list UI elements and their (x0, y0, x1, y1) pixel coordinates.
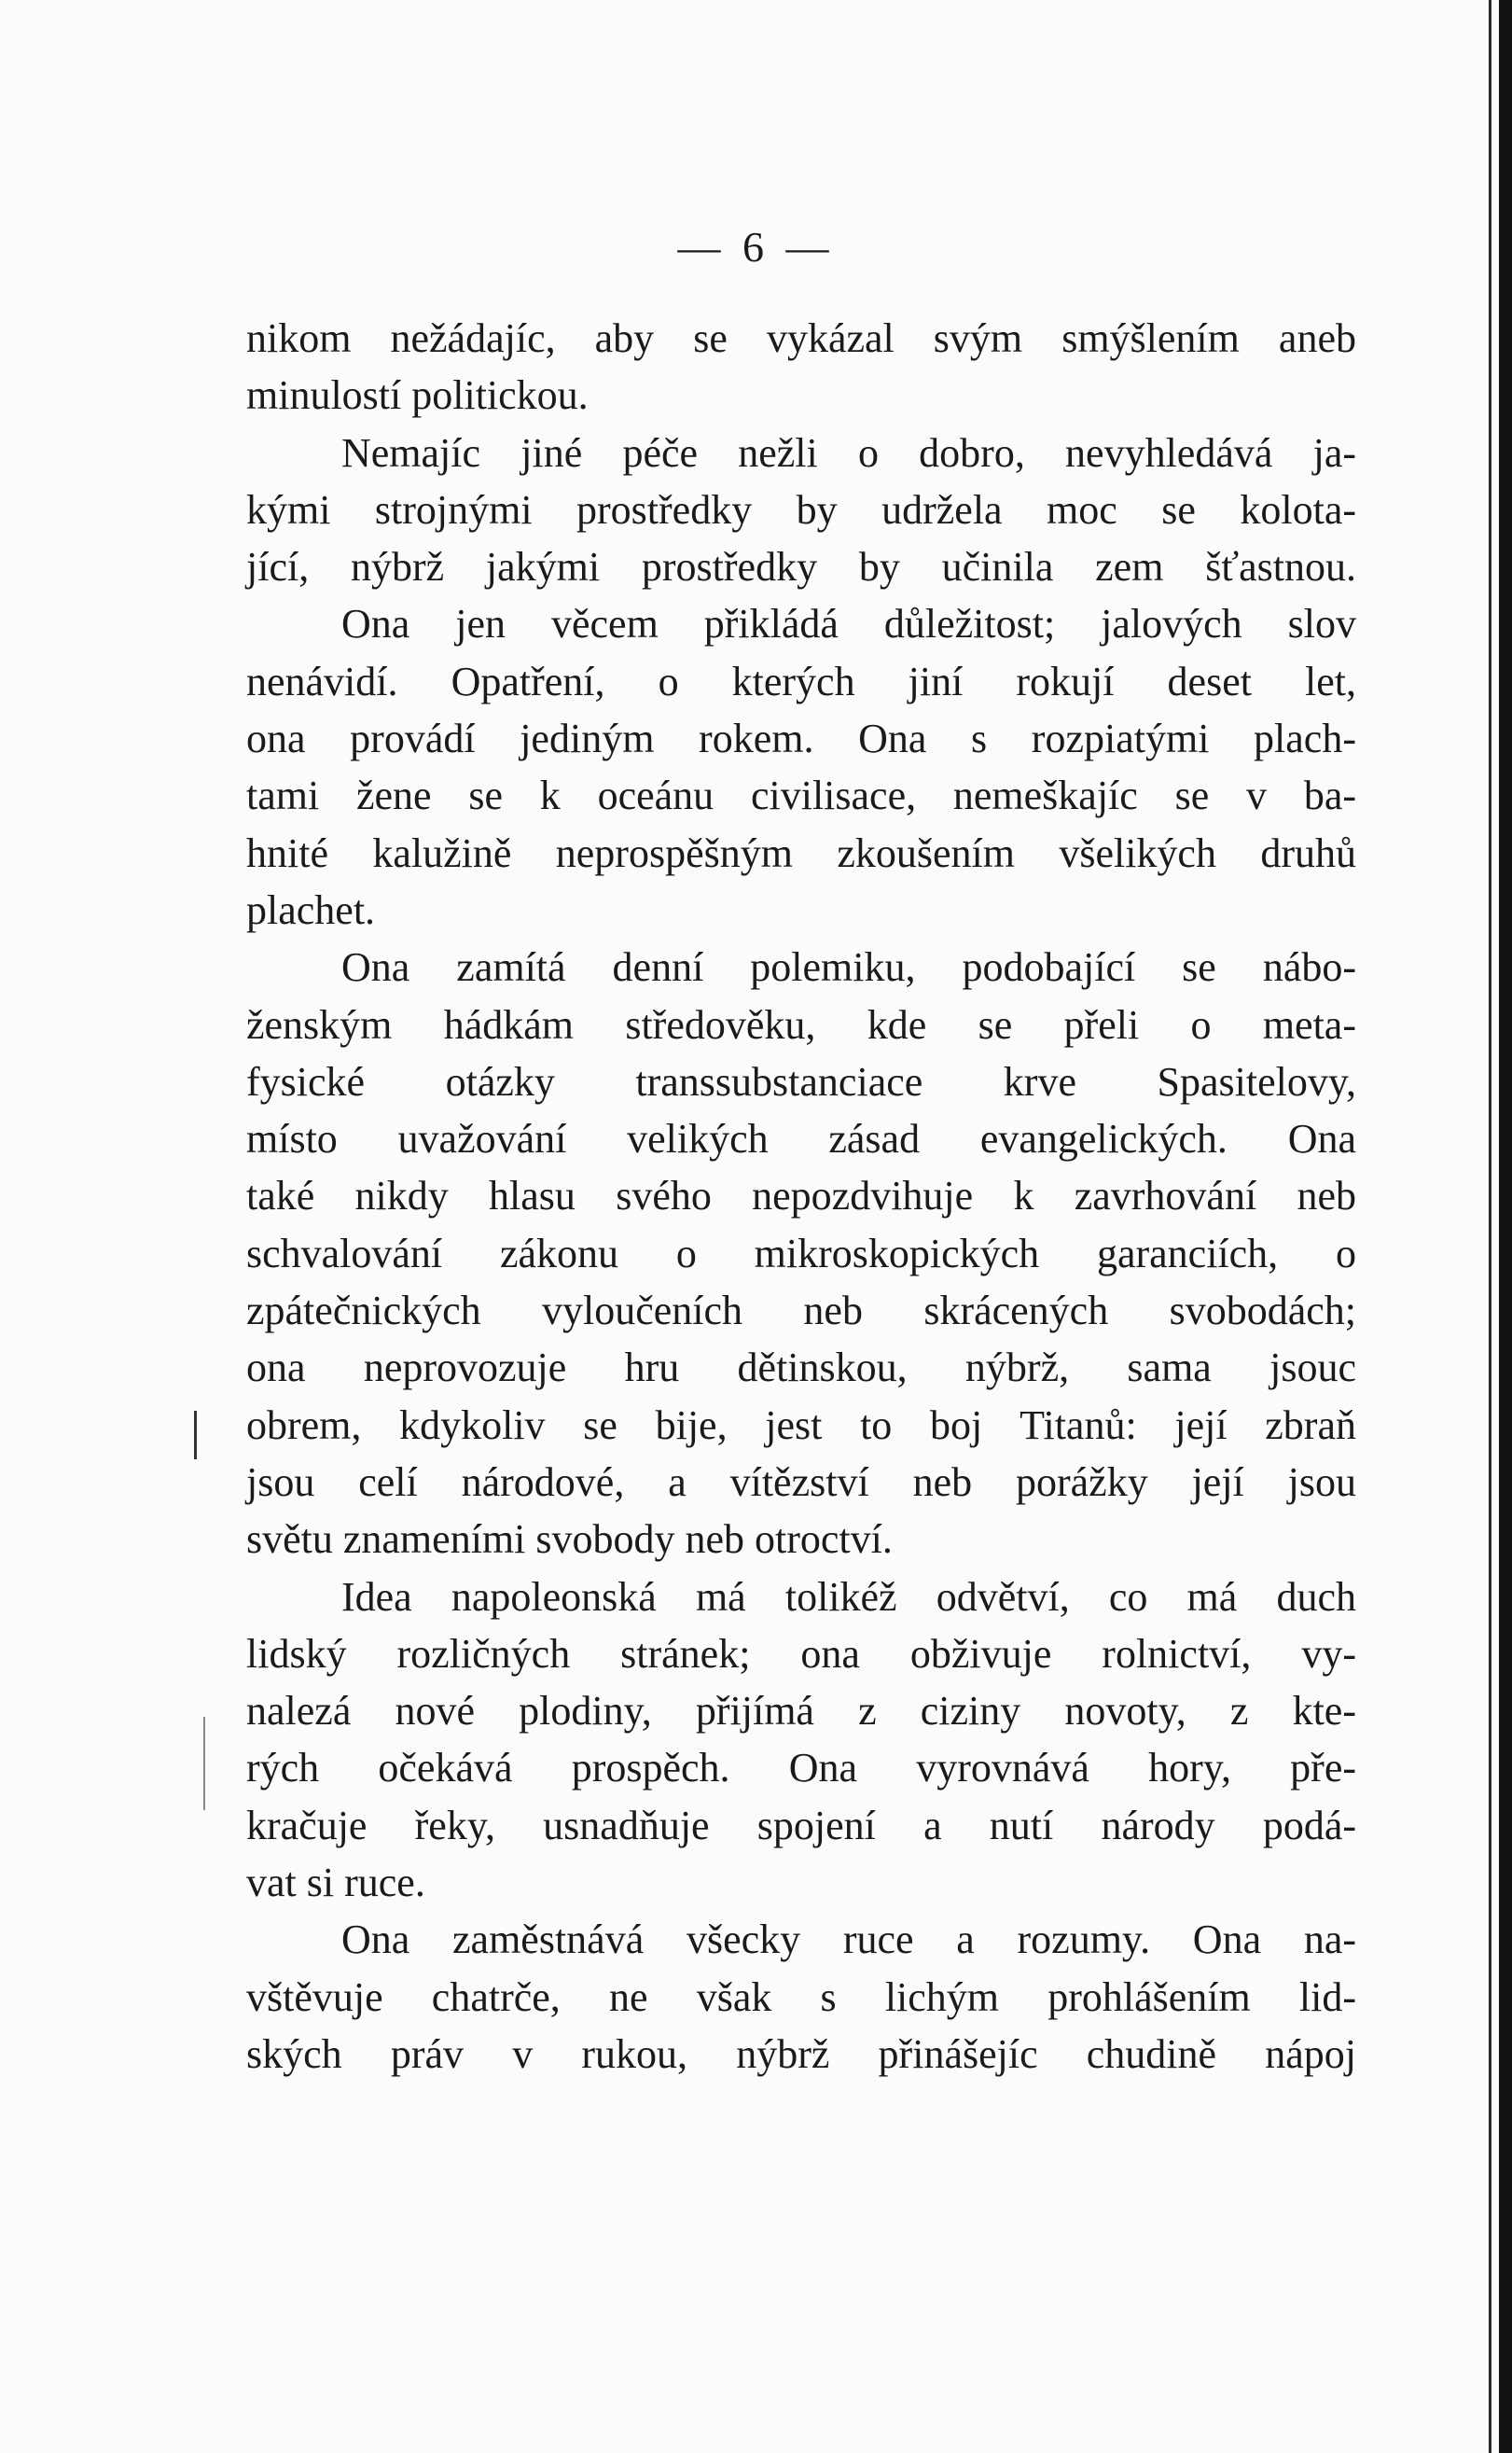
margin-mark (203, 1717, 205, 1810)
text-line: kračuje řeky, usnadňuje spojení a nutí národy podá- (246, 1802, 1356, 1848)
text-line: lidský rozličných stránek; ona obživuje rolnictví, vy- (246, 1630, 1356, 1677)
text-line: nikom nežádajíc, aby se vykázal svým smýšlením aneb (246, 315, 1356, 361)
text-line: hnité kalužině neprospěšným zkoušením všelikých druhů (246, 829, 1356, 876)
text-line: kými strojnými prostředky by udržela moc se kolota- (246, 486, 1356, 533)
body-text (246, 310, 1356, 2083)
paragraph (246, 1911, 1356, 2083)
page-edge-line (1489, 0, 1491, 2453)
text-line: jící, nýbrž jakými prostředky by učinila zem šťastnou. (246, 544, 1356, 591)
page-number: — 6 — (677, 223, 835, 271)
paragraph (246, 1568, 1356, 1912)
text-line: ských práv v rukou, nýbrž přinášejíc chudině nápoj (246, 2030, 1356, 2077)
text-line: nenávidí. Opatření, o kterých jiní rokují deset let, (246, 658, 1356, 704)
text-line: také nikdy hlasu svého nepozdvihuje k zavrhování neb (246, 1173, 1356, 1220)
text-line: minulostí politickou. (246, 372, 589, 419)
text-line: nalezá nové plodiny, přijímá z ciziny novoty, z kte- (246, 1688, 1356, 1735)
text-line: fysické otázky transsubstanciace krve Spasitelovy, (246, 1058, 1356, 1105)
text-line: ona provádí jediným rokem. Ona s rozpiatými plach- (246, 716, 1356, 762)
text-line: rých očekává prospěch. Ona vyrovnává hory, pře- (246, 1745, 1356, 1791)
text-line: jsou celí národové, a vítězství neb porážky její jsou (246, 1458, 1356, 1505)
text-line: plachet. (246, 886, 376, 933)
text-line: vat si ruce. (246, 1860, 425, 1906)
text-line: zpátečnických vyloučeních neb skrácených svobodách; (246, 1288, 1356, 1334)
text-line: schvalování zákonu o mikroskopických garanciích, o (246, 1230, 1356, 1276)
paragraph (246, 425, 1356, 940)
text-line: Ona jen věcem přikládá důležitost; jalových slov (341, 601, 1356, 648)
text-line: Idea napoleonská má tolikéž odvětví, co má duch (341, 1573, 1356, 1620)
margin-mark (194, 1411, 197, 1459)
text-line: Ona zaměstnává všecky ruce a rozumy. Ona na- (341, 1916, 1356, 1963)
text-line: vštěvuje chatrče, ne však s lichým prohlášením lid- (246, 1973, 1356, 2020)
text-line: ona neprovozuje hru dětinskou, nýbrž, sama jsouc (246, 1345, 1356, 1391)
text-line: ženským hádkám středověku, kde se přeli o meta- (246, 1001, 1356, 1048)
text-line: Ona zamítá denní polemiku, podobající se nábo- (341, 944, 1356, 991)
text-line: tami žene se k oceánu civilisace, nemeškajíc se v ba- (246, 773, 1356, 819)
text-line: Nemajíc jiné péče nežli o dobro, nevyhledává ja- (341, 429, 1356, 476)
page-edge-shadow (1499, 0, 1512, 2453)
text-line: obrem, kdykoliv se bije, jest to boj Titanů: její zbraň (246, 1401, 1356, 1448)
paragraph (246, 939, 1356, 1568)
text-line: místo uvažování velikých zásad evangelických. Ona (246, 1116, 1356, 1163)
text-line: světu znameními svobody neb otroctví. (246, 1516, 893, 1563)
paragraph (246, 310, 1356, 425)
